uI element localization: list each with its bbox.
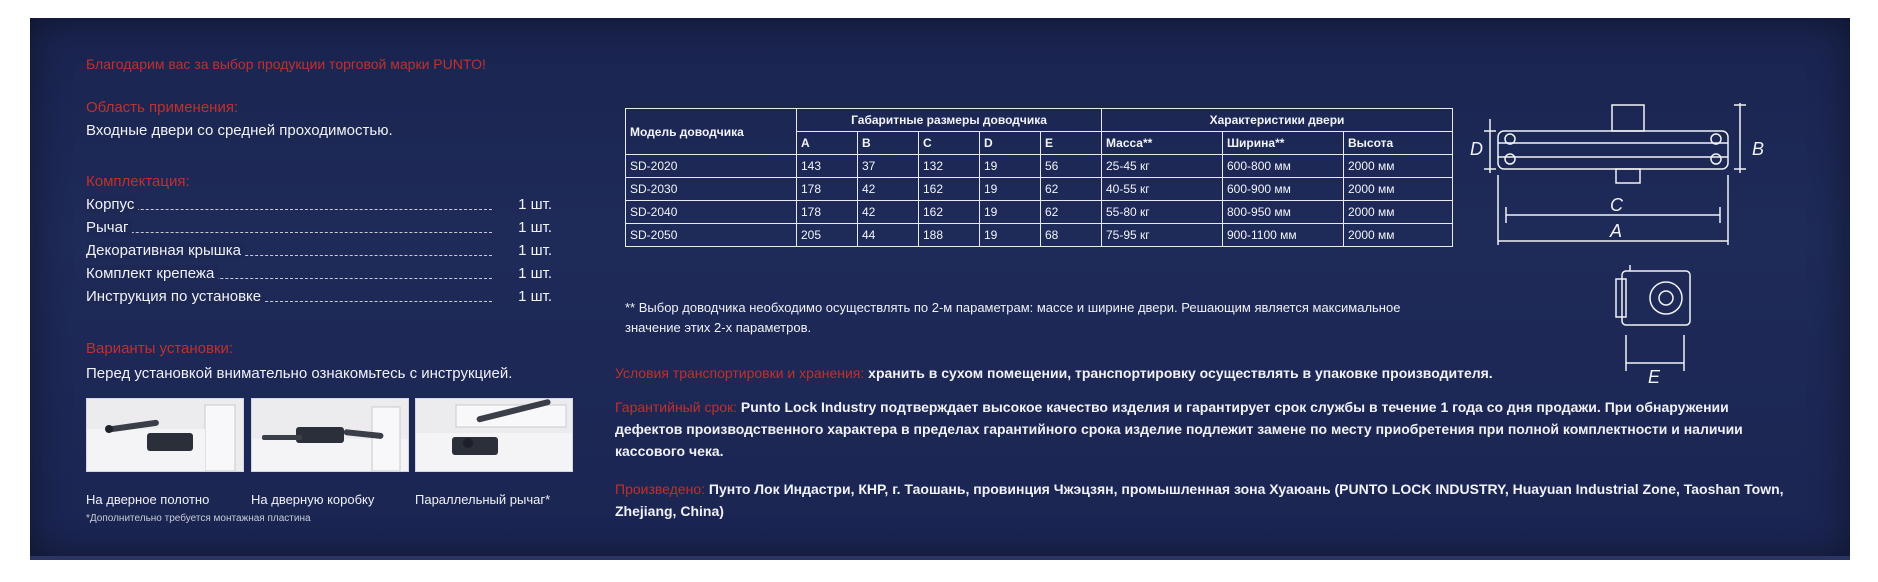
table-cell: 25-45 кг	[1102, 155, 1223, 178]
kit-item-name: Комплект крепежа	[86, 265, 218, 282]
closer-diagram	[1450, 95, 1790, 390]
transport-label: Условия транспортировки и хранения:	[615, 365, 865, 381]
warranty-paragraph	[615, 396, 1795, 462]
table-cell: 178	[797, 201, 858, 224]
kit-item-qty: 1 шт.	[518, 265, 552, 282]
label-a: A	[1610, 221, 1623, 241]
table-cell: 68	[1041, 224, 1102, 247]
kit-item-name: Инструкция по установке	[86, 288, 265, 305]
table-cell: 188	[919, 224, 980, 247]
dims-header: Габаритные размеры доводчика	[797, 109, 1102, 132]
col-header: B	[858, 132, 919, 155]
col-header: A	[797, 132, 858, 155]
table-cell: 37	[858, 155, 919, 178]
table-cell: 42	[858, 178, 919, 201]
install-heading: Варианты установки:	[86, 340, 234, 357]
install-footnote: *Дополнительно требуется монтажная пластина	[86, 513, 311, 524]
door-header: Характеристики двери	[1102, 109, 1453, 132]
table-row	[626, 201, 1453, 224]
kit-item-name: Рычаг	[86, 219, 132, 236]
col-header: Высота	[1344, 132, 1453, 155]
table-cell: 600-900 мм	[1223, 178, 1344, 201]
table-cell: SD-2040	[626, 201, 797, 224]
closer-mount	[1612, 105, 1644, 131]
install-text: Перед установкой внимательно ознакомьтесь с инструкцией.	[86, 365, 513, 382]
install-photo-parallel	[415, 398, 573, 472]
table-cell: 132	[919, 155, 980, 178]
install-photo-frame	[251, 398, 409, 472]
table-row	[626, 178, 1453, 201]
made-label: Произведено:	[615, 481, 705, 497]
kit-item-qty: 1 шт.	[518, 196, 552, 213]
intro-text: Благодарим вас за выбор продукции торговой марки PUNTO!	[86, 56, 486, 72]
table-cell: 800-950 мм	[1223, 201, 1344, 224]
kit-item-qty: 1 шт.	[518, 219, 552, 236]
table-cell: SD-2020	[626, 155, 797, 178]
table-cell: 205	[797, 224, 858, 247]
closer-body-top	[1498, 131, 1728, 169]
kit-item-name: Корпус	[86, 196, 138, 213]
table-cell: 56	[1041, 155, 1102, 178]
label-c: C	[1610, 195, 1623, 215]
install-caption-frame: На дверную коробку	[251, 492, 375, 507]
label-e: E	[1648, 367, 1661, 387]
kit-item	[86, 219, 552, 241]
kit-item-qty: 1 шт.	[518, 288, 552, 305]
kit-item-qty: 1 шт.	[518, 242, 552, 259]
col-header: Ширина**	[1223, 132, 1344, 155]
scope-text: Входные двери со средней проходимостью.	[86, 122, 393, 139]
label-b: B	[1752, 139, 1765, 159]
table-cell: 62	[1041, 178, 1102, 201]
col-header: D	[980, 132, 1041, 155]
label-d: D	[1470, 139, 1483, 159]
spec-table	[625, 108, 1453, 247]
kit-item	[86, 242, 552, 264]
table-row	[626, 155, 1453, 178]
col-header: Масса**	[1102, 132, 1223, 155]
table-cell: 2000 мм	[1344, 224, 1453, 247]
warranty-label: Гарантийный срок:	[615, 399, 738, 415]
table-cell: 162	[919, 201, 980, 224]
kit-heading: Комплектация:	[86, 173, 190, 190]
table-row	[626, 224, 1453, 247]
table-cell: 42	[858, 201, 919, 224]
table-cell: 143	[797, 155, 858, 178]
col-header: C	[919, 132, 980, 155]
closer-body-side	[1622, 271, 1690, 325]
scope-heading: Область применения:	[86, 99, 239, 116]
col-header: E	[1041, 132, 1102, 155]
made-text: Пунто Лок Индастри, КНР, г. Таошань, провинция Чжэцзян, промышленная зона Хуаюань (PUNTO LOCK INDUSTRY, Huayuan Industrial Zone, Taoshan Town, Zhejiang, China)	[615, 481, 1784, 519]
warranty-text: Punto Lock Industry подтверждает высокое качество изделия и гарантирует срок службы в течение 1 года со дня продажи. При обнаружении дефектов производственного характера в пределах гарантийного срока изделие подлежит замене по месту приобретения при полной комплектности и наличии кассового чека.	[615, 399, 1743, 459]
table-cell: 2000 мм	[1344, 178, 1453, 201]
table-cell: 162	[919, 178, 980, 201]
made-paragraph	[615, 478, 1795, 522]
table-cell: 178	[797, 178, 858, 201]
transport-text: хранить в сухом помещении, транспортировку осуществлять в упаковке производителя.	[868, 365, 1493, 381]
kit-item	[86, 196, 552, 218]
model-header: Модель доводчика	[626, 109, 797, 155]
table-footnote: ** Выбор доводчика необходимо осуществлять по 2-м параметрам: массе и ширине двери. Решающим является максимальное значение этих 2-х параметров.	[625, 300, 1401, 335]
table-cell: SD-2030	[626, 178, 797, 201]
table-cell: 900-1100 мм	[1223, 224, 1344, 247]
table-cell: 62	[1041, 201, 1102, 224]
table-cell: 19	[980, 201, 1041, 224]
table-cell: 75-95 кг	[1102, 224, 1223, 247]
table-cell: 19	[980, 155, 1041, 178]
table-cell: 44	[858, 224, 919, 247]
table-cell: 19	[980, 178, 1041, 201]
kit-item	[86, 288, 552, 310]
table-cell: SD-2050	[626, 224, 797, 247]
table-cell: 600-800 мм	[1223, 155, 1344, 178]
install-photo-door	[86, 398, 244, 472]
box-edge	[30, 556, 1850, 560]
table-cell: 2000 мм	[1344, 155, 1453, 178]
install-caption-door: На дверное полотно	[86, 492, 210, 507]
table-cell: 40-55 кг	[1102, 178, 1223, 201]
table-cell: 2000 мм	[1344, 201, 1453, 224]
table-cell: 19	[980, 224, 1041, 247]
kit-item	[86, 265, 552, 287]
install-caption-parallel: Параллельный рычаг*	[415, 492, 551, 507]
table-cell: 55-80 кг	[1102, 201, 1223, 224]
kit-item-name: Декоративная крышка	[86, 242, 245, 259]
